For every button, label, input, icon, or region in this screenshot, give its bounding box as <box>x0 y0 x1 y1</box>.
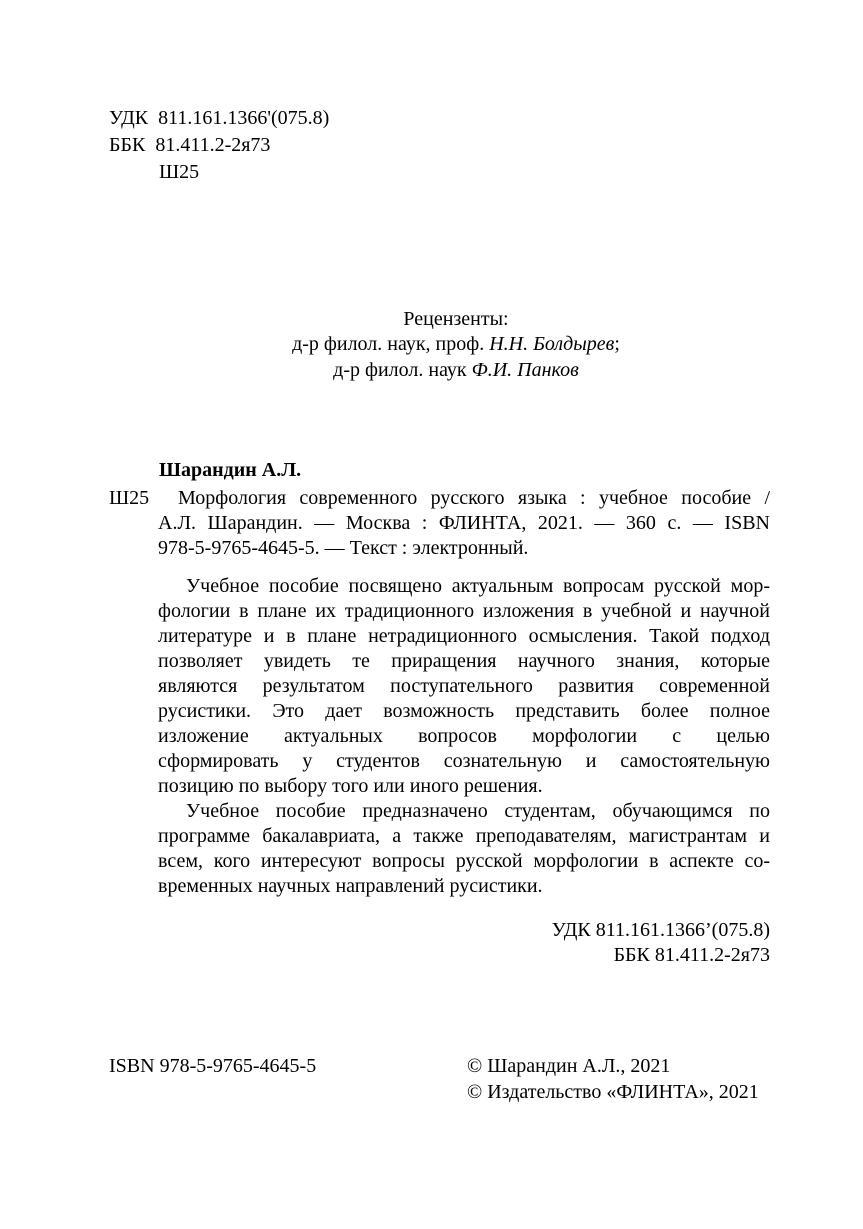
bib-line-1: Морфология современного русского языка : учебное пособие / <box>178 487 770 509</box>
author-mark-top: Ш25 <box>159 161 200 183</box>
bib-line-2: А.Л. Шарандин. — Москва : ФЛИНТА, 2021. — 360 с. — ISBN <box>158 512 770 534</box>
abstract-line: всем, кого интересуют вопросы русской морфологии в аспекте со- <box>158 850 770 872</box>
abstract-line: литературе и в плане нетрадиционного осмысления. Такой подход <box>158 625 770 647</box>
udk-value: 811.161.1366'(075.8) <box>158 107 330 129</box>
reviewer-1-title: д-р филол. наук, проф. <box>292 333 485 355</box>
udk-line <box>109 106 329 131</box>
reviewer-1-name: Н.Н. Болдырев <box>489 333 615 355</box>
abstract-paragraph-2 <box>158 799 770 899</box>
reviewer-2-name: Ф.И. Панков <box>471 359 579 381</box>
isbn: ISBN 978-5-9765-4645-5 <box>109 1055 317 1077</box>
reviewer-2-title: д-р филол. наук <box>333 359 467 381</box>
abstract-line: временных научных направлений русистики. <box>158 875 543 897</box>
abstract-line: русистики. Это дает возможность представить более полное <box>158 700 770 722</box>
abstract-line: программе бакалавриата, а также преподавателям, магистрантам и <box>158 825 770 847</box>
bib-description <box>158 486 770 561</box>
reviewer-1 <box>0 332 863 357</box>
copyright-author: © Шарандин А.Л., 2021 <box>467 1055 671 1077</box>
abstract-line: изложение актуальных вопросов морфологии с целью <box>158 725 770 747</box>
bib-author: Шарандин А.Л. <box>159 459 302 481</box>
reviewer-2 <box>0 358 863 383</box>
abstract-line: Учебное пособие предназначено студентам, обучающимся по <box>186 800 770 822</box>
bib-mark: Ш25 <box>109 487 150 509</box>
udk-index: УДК 811.161.1366’(075.8) <box>551 919 770 941</box>
abstract-line: позицию по выбору того или иного решения. <box>158 775 543 797</box>
bbk-value: 81.411.2-2я73 <box>155 134 271 156</box>
abstract-line: Учебное пособие посвящено актуальным вопросам русской мор- <box>186 575 770 597</box>
abstract-paragraph-1 <box>158 574 770 799</box>
abstract-line: сформировать у студентов сознательную и самостоятельную <box>158 750 770 772</box>
bbk-label: ББК <box>109 134 146 156</box>
copyright-publisher: © Издательство «ФЛИНТА», 2021 <box>467 1081 759 1103</box>
reviewers-heading: Рецензенты: <box>403 308 509 330</box>
abstract-line: фологии в плане их традиционного изложения в учебной и научной <box>158 600 770 622</box>
udk-label: УДК <box>109 107 149 129</box>
reviewer-1-sep: ; <box>614 333 620 355</box>
bbk-line <box>109 133 270 158</box>
bbk-index: ББК 81.411.2-2я73 <box>613 944 770 966</box>
abstract-line: позволяет увидеть те приращения научного знания, которые <box>158 650 770 672</box>
bib-line-3: 978-5-9765-4645-5. — Текст : электронный. <box>158 537 529 559</box>
abstract-line: являются результатом поступательного развития современной <box>158 675 770 697</box>
